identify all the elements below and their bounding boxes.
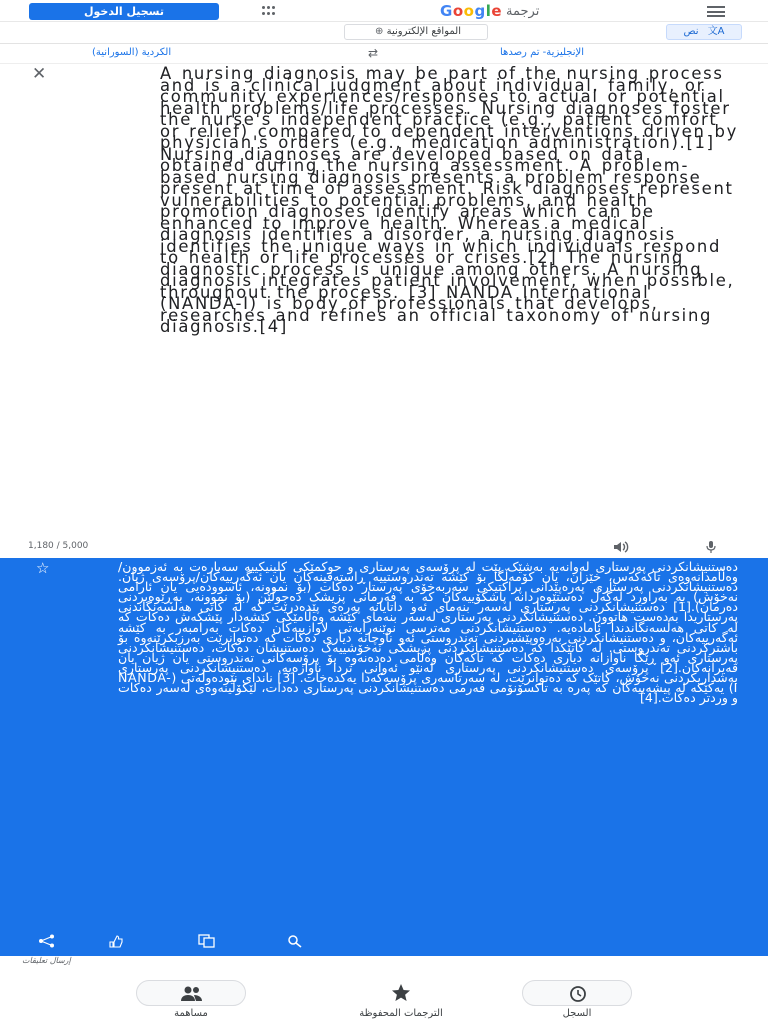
search-icon[interactable] xyxy=(287,934,303,951)
speaker-icon[interactable] xyxy=(612,539,632,553)
star-icon[interactable]: ☆ xyxy=(36,559,50,577)
tab-websites-label: المواقع الإلكترونية xyxy=(386,26,461,37)
send-feedback-link[interactable]: إرسال تعليقات xyxy=(22,956,71,965)
people-icon xyxy=(179,984,205,1004)
translated-text: دەستنیشانکردنی پەرستاری لەوانەیە بەشێک بێت لە پرۆسەی پەرستاری و حوکمێکی کلینیکییە سەبارەت بە ئەزموون/وەڵامدانەوەی تاکەکەس، خێزان، یان کۆمەڵگا بۆ کێشە تەندروستییە ڕاستەقینەکان یان ئەگەرییەکان/پرۆسەی ژیان. دەستنیشانکردنی پەرستاری پەرەپێدانی پراکتیکی سەربەخۆی پەرستار دەکات (بۆ نموونە، ئاسوودەیی یان ئارامی نەخۆش) بە بەراورد لەگەڵ دەستێوەردانە پاشکۆییەکان کە بە فەرمانی پزیشک دەجوڵێن (بۆ نموونە، بەڕێوەبردنی دەرمان).[1] دەستنیشانکردنی پەرستاری لەسەر بنەمای ئەو داتایانە پەرەی پێدەدرێت کە لە کاتی هەڵسەنگاندنی پەرستاریدا بەدەست هاتوون. دەستنیشانکردنی پەرستاری لەسەر بنەمای کێشە وەڵامێکی کێشەدار پێشکەش دەکات کە لە کاتی هەڵسەنگاندندا ئامادەیە. دەستنیشانکردنی مەترسی نوێنەرایەتی لاوازییەکان دەکات بەرامبەر بە کێشە ئەگەرییەکان، و دەستنیشانکردنی بەرەوپێشبردنی تەندروستی ئەو ناوچانە دیاری دەکات کە دەتوانرێت بەرزبکرێنەوە بۆ باشترکردنی تەندروستی. لە کاتێکدا کە دەستنیشانکردنی پزیشکی نەخۆشییەک دەستنیشان دەکات، دەستنیشانکردنی پەرستاری ئەو ڕێگا ناوازانە دیاری دەکات کە تاکەکان وەڵامی دەدەنەوە بۆ پرۆسەکانی تەندروستی یان ژیان یان قەیرانەکان.[2] پرۆسەی دەستنیشانکردنی پەرستاری لەنێو ئەوانی تردا ناوازەیە. دەستنیشانکردنی پەرستاری بەشداریکردنی نەخۆش، کاتێک کە دەتوانرێت، لە سەرتاسەری پرۆسەکەدا یەکدەخات. [3] نانداى نێودەوڵەتی (NANDA-I) یەکێکە لە پیشەییەکان کە پەرە بە تاکسۆنۆمی فەرمی دەستنیشانکردنی پەرستاری دەدات، لێکۆڵینەوەی لەسەر دەکات و وردتر دەکات.[4] xyxy=(118,559,738,706)
mode-tabs xyxy=(0,22,768,44)
hamburger-menu-icon[interactable] xyxy=(707,6,725,17)
translate-wordmark: ترجمة xyxy=(506,3,540,19)
globe-icon: ⊕ xyxy=(375,26,384,37)
clear-text-icon[interactable]: ✕ xyxy=(32,64,47,84)
sign-in-button[interactable]: تسجيل الدخول xyxy=(29,3,219,20)
character-counter: 1,180 / 5,000 xyxy=(28,541,89,551)
microphone-icon[interactable] xyxy=(704,539,718,553)
nav-saved[interactable] xyxy=(346,980,456,1024)
nav-history[interactable] xyxy=(522,980,632,1024)
thumbs-feedback-icon[interactable] xyxy=(108,934,130,951)
star-filled-icon xyxy=(390,983,412,1003)
source-language-button[interactable]: الإنجليزية- تم رصدها xyxy=(500,47,585,58)
tab-text[interactable] xyxy=(666,24,742,40)
nav-saved-label: الترجمات المحفوظة xyxy=(359,1008,443,1019)
target-language-button[interactable]: الكردية (السورانية) xyxy=(92,47,172,58)
nav-history-label: السجل xyxy=(562,1008,592,1019)
tab-text-label: نص xyxy=(683,26,699,37)
google-wordmark: Google xyxy=(440,2,503,20)
translate-icon: 文A xyxy=(707,26,725,37)
nav-contribute-label: مساهمة xyxy=(174,1008,208,1019)
nav-contribute[interactable] xyxy=(136,980,246,1024)
tab-websites[interactable] xyxy=(344,24,488,40)
google-translate-logo[interactable] xyxy=(440,2,539,20)
history-icon xyxy=(567,984,589,1004)
apps-grid-icon[interactable] xyxy=(262,6,276,16)
language-selector-bar xyxy=(0,44,768,64)
share-icon[interactable] xyxy=(38,934,56,951)
top-app-bar xyxy=(0,0,768,22)
swap-languages-icon[interactable]: ⇄ xyxy=(368,46,379,60)
source-text[interactable]: A nursing diagnosis may be part of the nursing process and is a clinical judgment about individual, family, or community experiences/responses to actual or potential health problems/life processes. Nursing diagnoses foster the nurse's independent practice (e.g., patient comfort or relief) compared to dependent interventions driven by physician's orders (e.g., medication administration).[1] Nursing diagnoses are developed based on data obtained during the nursing assessment. A problem-based nursing diagnosis presents a problem response present at time of assessment. Risk diagnoses represent vulnerabilities to potential problems, and health promotion diagnoses identify areas which can be enhanced to improve health. Whereas a medical diagnosis identifies a disorder, a nursing diagnosis identifies the unique ways in which individuals respond to health or life processes or crises.[2] The nursing diagnostic process is unique among others. A nursing diagnosis integrates patient involvement, when possible, throughout the process. [3] NANDA International (NANDA-I) is body of professionals that develops, researches and refines an official taxonomy of nursing diagnosis.[4] xyxy=(160,64,738,336)
copy-icon[interactable] xyxy=(198,934,216,951)
